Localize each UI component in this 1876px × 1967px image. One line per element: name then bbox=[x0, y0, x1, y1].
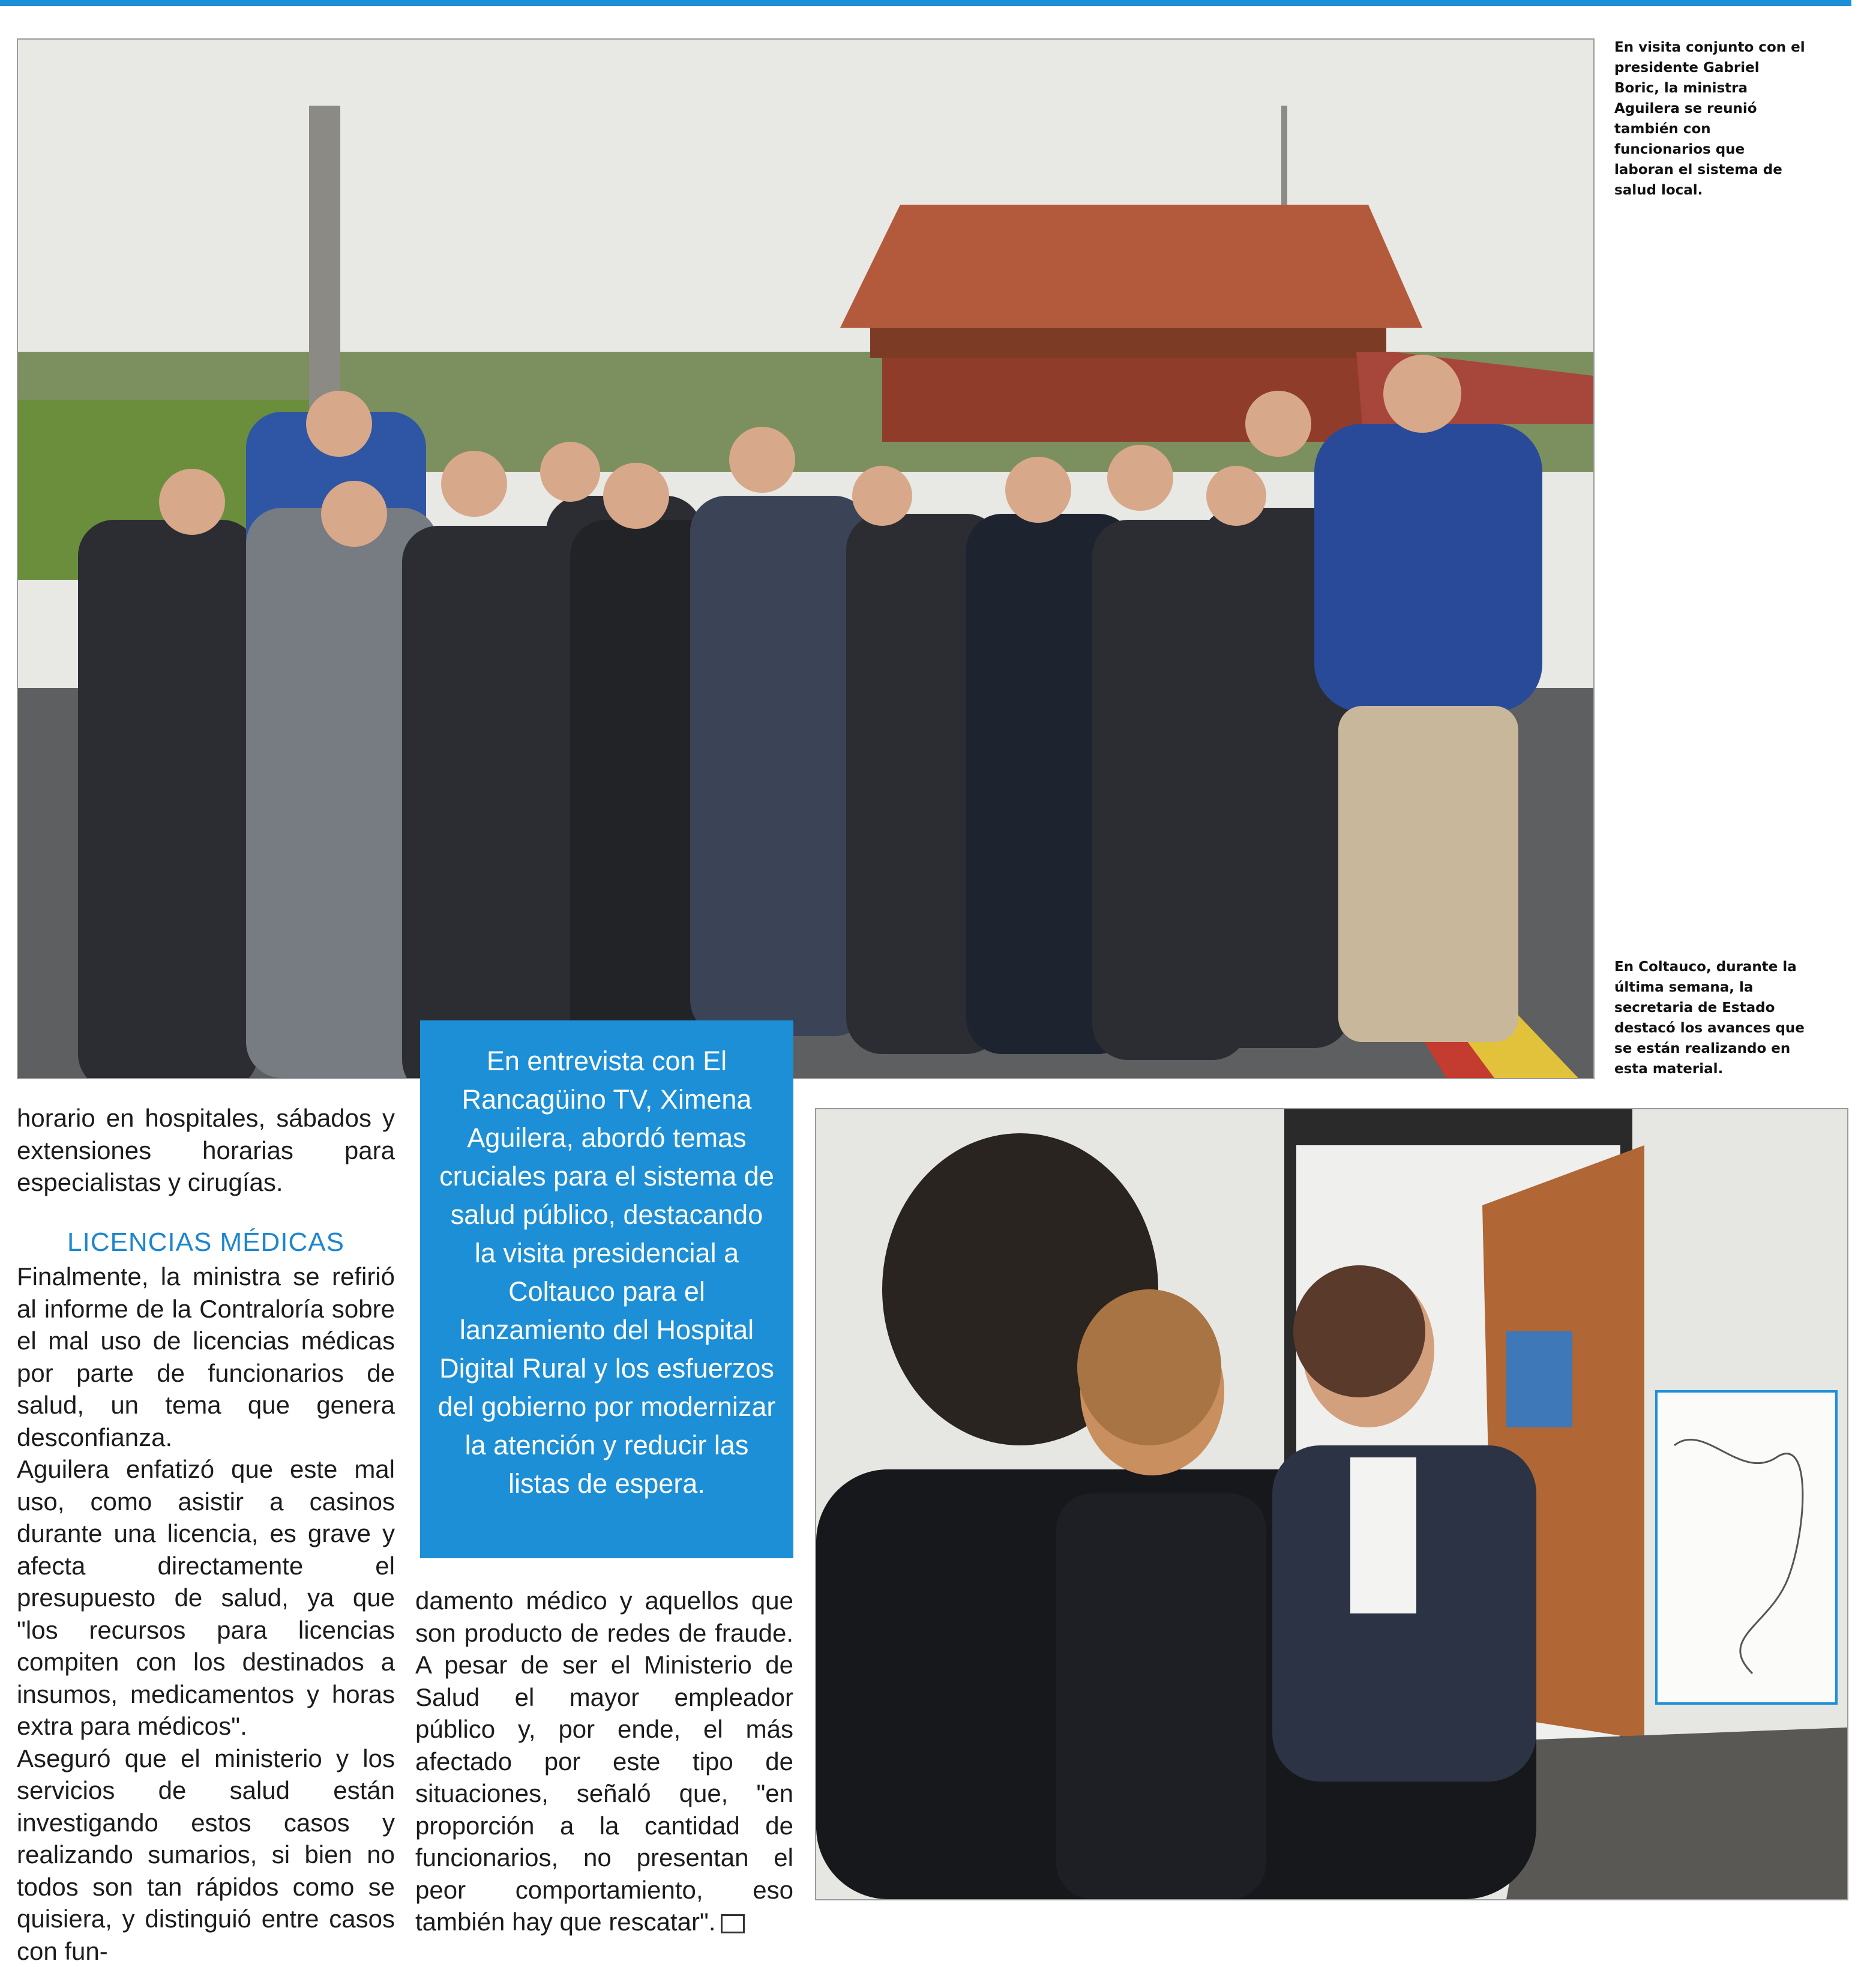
body-paragraph: Finalmente, la ministra se refirió al informe de la Contraloría sobre el mal uso de licencias médicas por parte de funcionarios de salud, un tema que genera desconfianza. bbox=[17, 1261, 395, 1453]
photo-caption-bottom: En Coltauco, durante la última semana, la secretaria de Estado destacó los avances que se están realizando en esta material. bbox=[1614, 957, 1818, 1079]
column-2-body bbox=[415, 1585, 793, 1938]
photo-caption-top: En visita conjunto con el presidente Gabriel Boric, la ministra Aguilera se reunió también con funcionarios que laboran el sistema de salud local. bbox=[1614, 37, 1806, 200]
body-paragraph bbox=[415, 1585, 793, 1938]
doorway-photo-illustration bbox=[816, 1109, 1847, 1899]
column-2-text: damento médico y aquellos que son producto de redes de fraude. A pesar de ser el Ministerio de Salud el mayor empleador público y, por ende, el más afectado por este tipo de situaciones, señaló que, "en proporción a la cantidad de funcionarios, no presentan el peor comportamiento, eso también hay que rescatar". bbox=[415, 1586, 793, 1936]
doorway-photo bbox=[815, 1108, 1848, 1900]
body-paragraph: Aseguró que el ministerio y los servicios de salud están investigando estos casos y realizando sumarios, si bien no todos son tan rápidos como se quisiera, y distinguió entre casos con fun- bbox=[17, 1743, 395, 1967]
group-photo bbox=[17, 38, 1595, 1079]
section-subhead: LICENCIAS MÉDICAS bbox=[17, 1227, 395, 1258]
lead-paragraph: horario en hospitales, sábados y extensiones horarias para especialistas y cirugías. bbox=[17, 1102, 395, 1199]
column-1-body bbox=[17, 1261, 395, 1967]
group-photo-illustration bbox=[18, 40, 1593, 1078]
top-accent-rule bbox=[0, 0, 1851, 6]
pull-quote-box: En entrevista con El Rancagüino TV, Ximena Aguilera, abordó temas cruciales para el sistema de salud público, destacando la visita presidencial a Coltauco para el lanzamiento del Hospital Digital Rural y los esfuerzos del gobierno por modernizar la atención y reducir las listas de espera. bbox=[420, 1020, 793, 1558]
article-end-icon bbox=[721, 1914, 745, 1933]
body-paragraph: Aguilera enfatizó que este mal uso, como asistir a casinos durante una licencia, es grave y afecta directamente el presupuesto de salud, ya que "los recursos para licencias compiten con los destinados a insumos, medicamentos y horas extra para médicos". bbox=[17, 1453, 395, 1743]
column-1-lead bbox=[17, 1102, 395, 1199]
